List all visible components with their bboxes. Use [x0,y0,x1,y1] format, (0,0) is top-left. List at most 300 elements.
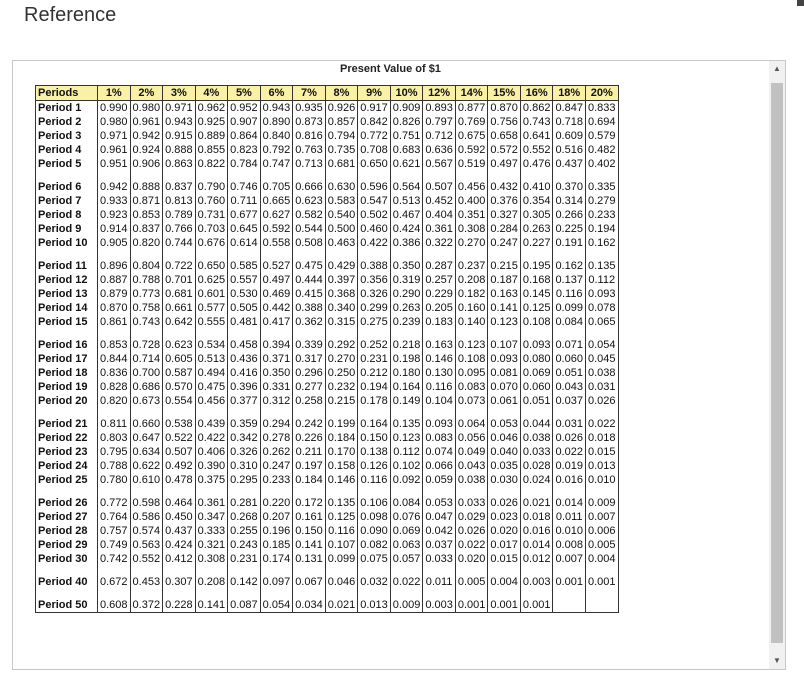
pv-cell: 0.327 [488,208,521,222]
pv-cell: 0.275 [358,315,391,329]
pv-cell: 0.053 [488,417,521,431]
spacer-cell [325,566,358,575]
pv-cell: 0.022 [585,417,618,431]
pv-cell: 0.142 [228,575,261,589]
pv-cell: 0.844 [98,352,131,366]
pv-cell: 0.161 [293,510,326,524]
pv-cell: 0.012 [520,552,553,566]
pv-cell: 0.890 [260,115,293,129]
spacer-cell [423,408,456,417]
pv-cell: 0.266 [553,208,586,222]
pv-cell: 0.862 [520,101,553,116]
pv-cell: 0.368 [325,287,358,301]
pv-cell: 0.008 [553,538,586,552]
pv-cell: 0.650 [358,157,391,171]
pv-cell: 0.047 [423,510,456,524]
table-row [36,208,619,222]
pv-cell: 0.943 [260,101,293,116]
pv-cell: 0.388 [293,301,326,315]
pv-cell: 0.605 [163,352,196,366]
spacer-cell [130,171,163,180]
pv-cell: 0.971 [163,101,196,116]
page-title: Reference [24,4,117,26]
pv-cell: 0.162 [585,236,618,250]
pv-cell: 0.482 [585,143,618,157]
pv-cell: 0.112 [390,445,423,459]
header-rate: 8% [325,86,358,101]
header-rate: 5% [228,86,261,101]
pv-cell: 0.093 [488,352,521,366]
spacer-cell [98,566,131,575]
table-row [36,157,619,171]
pv-cell: 0.112 [585,273,618,287]
pv-cell: 0.351 [455,208,488,222]
group-spacer [36,566,619,575]
pv-cell: 0.011 [423,575,456,589]
pv-cell: 0.015 [488,552,521,566]
pv-cell: 0.951 [98,157,131,171]
spacer-cell [390,589,423,598]
spacer-cell [260,487,293,496]
period-label: Period 28 [36,524,98,538]
pv-cell: 0.007 [553,552,586,566]
pv-cell: 0.811 [98,417,131,431]
table-row [36,380,619,394]
period-label: Period 6 [36,180,98,194]
pv-cell: 0.092 [390,473,423,487]
pv-cell: 0.516 [553,143,586,157]
table-row [36,496,619,510]
scroll-thumb[interactable] [771,83,783,643]
pv-cell: 0.816 [293,129,326,143]
spacer-cell [390,250,423,259]
spacer-cell [585,408,618,417]
pv-cell: 0.439 [195,417,228,431]
pv-cell: 0.507 [163,445,196,459]
pv-cell: 0.279 [585,194,618,208]
pv-cell: 0.074 [423,445,456,459]
pv-cell: 0.140 [455,315,488,329]
pv-cell [585,598,618,613]
pv-cell: 0.099 [553,301,586,315]
table-row [36,259,619,273]
pv-cell: 0.198 [390,352,423,366]
table-row [36,366,619,380]
pv-cell: 0.552 [130,552,163,566]
pv-cell: 0.703 [195,222,228,236]
pv-cell: 0.162 [553,259,586,273]
table-row [36,473,619,487]
pv-cell: 0.582 [293,208,326,222]
spacer-cell [553,408,586,417]
pv-cell: 0.145 [520,287,553,301]
table-row [36,575,619,589]
pv-cell: 0.006 [585,524,618,538]
period-label: Period 23 [36,445,98,459]
pv-cell: 0.478 [163,473,196,487]
pv-cell: 0.013 [585,459,618,473]
pv-cell: 0.794 [325,129,358,143]
spacer-cell [195,566,228,575]
pv-cell: 0.061 [488,394,521,408]
pv-cell: 0.356 [358,273,391,287]
pv-cell: 0.464 [163,496,196,510]
table-row [36,524,619,538]
header-rate: 7% [293,86,326,101]
pv-cell: 0.307 [163,575,196,589]
pv-cell: 0.182 [455,287,488,301]
spacer-cell [260,329,293,338]
pv-cell: 0.909 [390,101,423,116]
spacer-cell [163,589,196,598]
pv-cell: 0.322 [423,236,456,250]
table-row [36,129,619,143]
spacer-cell [98,250,131,259]
pv-cell: 0.820 [130,236,163,250]
spacer-cell [585,171,618,180]
pv-cell: 0.766 [163,222,196,236]
spacer-cell [98,408,131,417]
pv-cell: 0.031 [553,417,586,431]
pv-cell: 0.747 [260,157,293,171]
table-row [36,287,619,301]
pv-cell: 0.170 [325,445,358,459]
pv-cell: 0.712 [423,129,456,143]
pv-cell: 0.069 [520,366,553,380]
pv-cell: 0.312 [260,394,293,408]
scroll-down-icon[interactable]: ▼ [773,656,781,665]
pv-cell: 0.642 [163,315,196,329]
pv-cell: 0.299 [358,301,391,315]
period-label: Period 14 [36,301,98,315]
pv-cell: 0.226 [293,431,326,445]
pv-cell: 0.769 [455,115,488,129]
pv-cell: 0.437 [163,524,196,538]
pv-cell: 0.270 [325,352,358,366]
spacer-cell [293,589,326,598]
period-label: Period 5 [36,157,98,171]
spacer-cell [423,589,456,598]
pv-cell: 0.362 [293,315,326,329]
vertical-scrollbar[interactable] [769,61,785,669]
pv-cell: 0.842 [358,115,391,129]
pv-cell: 0.540 [325,208,358,222]
pv-cell: 0.547 [358,194,391,208]
pv-cell: 0.342 [228,431,261,445]
pv-cell: 0.194 [585,222,618,236]
scroll-up-icon[interactable]: ▲ [773,64,781,73]
table-row [36,552,619,566]
pv-cell: 0.183 [423,315,456,329]
pv-cell: 0.038 [520,431,553,445]
pv-cell: 0.803 [98,431,131,445]
spacer-cell [520,408,553,417]
spacer-cell [488,589,521,598]
pv-cell: 0.001 [488,598,521,613]
pv-cell: 0.033 [520,445,553,459]
pv-cell: 0.208 [195,575,228,589]
pv-cell: 0.321 [195,538,228,552]
spacer-cell [358,487,391,496]
pv-cell: 0.870 [98,301,131,315]
pv-cell: 0.432 [488,180,521,194]
pv-cell: 0.837 [130,222,163,236]
pv-cell: 0.790 [195,180,228,194]
spacer-cell [325,487,358,496]
pv-cell: 0.019 [553,459,586,473]
pv-cell: 0.178 [358,394,391,408]
pv-cell: 0.218 [390,338,423,352]
spacer-cell [98,589,131,598]
pv-cell: 0.896 [98,259,131,273]
pv-cell: 0.530 [228,287,261,301]
pv-cell [553,598,586,613]
table-row [36,101,619,116]
spacer-cell [488,329,521,338]
spacer-cell [585,487,618,496]
pv-cell: 0.108 [520,315,553,329]
header-rate: 9% [358,86,391,101]
pv-cell: 0.469 [260,287,293,301]
period-label: Period 16 [36,338,98,352]
spacer-cell [423,566,456,575]
pv-cell: 0.763 [293,143,326,157]
pv-cell: 0.552 [520,143,553,157]
pv-cell: 0.046 [488,431,521,445]
pv-cell: 0.558 [260,236,293,250]
pv-cell: 0.672 [98,575,131,589]
pv-cell: 0.239 [390,315,423,329]
period-label: Period 7 [36,194,98,208]
pv-cell: 0.131 [293,552,326,566]
header-rate: 4% [195,86,228,101]
pv-cell: 0.592 [455,143,488,157]
pv-cell: 0.037 [423,538,456,552]
pv-cell: 0.277 [293,380,326,394]
pv-cell: 0.220 [260,496,293,510]
pv-cell: 0.907 [228,115,261,129]
pv-cell: 0.450 [163,510,196,524]
pv-cell: 0.361 [423,222,456,236]
spacer-cell [260,566,293,575]
pv-cell: 0.233 [260,473,293,487]
pv-cell: 0.713 [293,157,326,171]
spacer-cell [130,566,163,575]
period-label: Period 11 [36,259,98,273]
spacer-cell [390,408,423,417]
pv-cell: 0.003 [520,575,553,589]
pv-cell: 0.925 [195,115,228,129]
pv-cell: 0.278 [260,431,293,445]
pv-cell: 0.861 [98,315,131,329]
pv-cell: 0.045 [585,352,618,366]
pv-cell: 0.756 [488,115,521,129]
pv-cell: 0.497 [260,273,293,287]
pv-cell: 0.233 [585,208,618,222]
pv-cell: 0.211 [293,445,326,459]
pv-cell: 0.268 [228,510,261,524]
pv-cell: 0.126 [358,459,391,473]
header-periods: Periods [36,86,98,101]
pv-cell: 0.104 [423,394,456,408]
pv-cell: 0.067 [293,575,326,589]
pv-cell: 0.010 [585,473,618,487]
spacer-cell [36,408,98,417]
spacer-cell [423,329,456,338]
pv-cell: 0.853 [98,338,131,352]
pv-cell: 0.208 [455,273,488,287]
table-row [36,194,619,208]
pv-cell: 0.033 [423,552,456,566]
pv-cell: 0.718 [553,115,586,129]
pv-cell: 0.015 [585,445,618,459]
pv-cell: 0.424 [390,222,423,236]
pv-cell: 0.023 [488,510,521,524]
pv-cell: 0.232 [325,380,358,394]
pv-cell: 0.141 [293,538,326,552]
pv-cell: 0.026 [455,524,488,538]
pv-cell: 0.376 [488,194,521,208]
pv-cell: 0.359 [228,417,261,431]
header-rate: 6% [260,86,293,101]
pv-cell: 0.735 [325,143,358,157]
pv-cell: 0.059 [423,473,456,487]
pv-cell: 0.375 [195,473,228,487]
pv-cell: 0.116 [358,473,391,487]
pv-cell: 0.042 [423,524,456,538]
spacer-cell [553,487,586,496]
pv-cell: 0.760 [195,194,228,208]
pv-cell: 0.436 [228,352,261,366]
pv-cell: 0.270 [455,236,488,250]
pv-cell: 0.857 [325,115,358,129]
pv-cell: 0.823 [228,143,261,157]
pv-cell: 0.728 [130,338,163,352]
pv-cell: 0.071 [553,338,586,352]
pv-cell: 0.007 [585,510,618,524]
pv-cell: 0.784 [228,157,261,171]
pv-cell: 0.700 [130,366,163,380]
pv-cell: 0.585 [228,259,261,273]
pv-cell: 0.961 [130,115,163,129]
pv-cell: 0.243 [228,538,261,552]
spacer-cell [228,408,261,417]
group-spacer [36,589,619,598]
pv-cell: 0.054 [585,338,618,352]
table-row [36,180,619,194]
pv-cell: 0.458 [228,338,261,352]
spacer-cell [520,589,553,598]
pv-cell: 0.070 [488,380,521,394]
table-row [36,445,619,459]
pv-cell: 0.429 [325,259,358,273]
pv-cell: 0.229 [423,287,456,301]
pv-cell: 0.456 [195,394,228,408]
spacer-cell [520,566,553,575]
pv-cell: 0.037 [553,394,586,408]
pv-cell: 0.400 [455,194,488,208]
pv-cell: 0.163 [423,338,456,352]
period-label: Period 50 [36,598,98,613]
pv-cell: 0.942 [130,129,163,143]
pv-cell: 0.026 [553,431,586,445]
pv-cell: 0.252 [358,338,391,352]
pv-cell: 0.592 [260,222,293,236]
pv-cell: 0.123 [488,315,521,329]
pv-cell: 0.893 [423,101,456,116]
pv-cell: 0.952 [228,101,261,116]
pv-cell: 0.497 [488,157,521,171]
pv-cell: 0.370 [553,180,586,194]
pv-cell: 0.051 [520,394,553,408]
present-value-table [35,85,619,613]
pv-cell: 0.018 [520,510,553,524]
pv-cell: 0.258 [293,394,326,408]
spacer-cell [325,250,358,259]
period-label: Period 40 [36,575,98,589]
pv-cell: 0.225 [553,222,586,236]
pv-cell: 0.722 [163,259,196,273]
pv-cell: 0.773 [130,287,163,301]
pv-cell: 0.125 [325,510,358,524]
pv-cell: 0.853 [130,208,163,222]
pv-cell: 0.371 [260,352,293,366]
spacer-cell [260,171,293,180]
pv-cell: 0.009 [390,598,423,613]
pv-cell: 0.686 [130,380,163,394]
pv-cell: 0.404 [423,208,456,222]
pv-cell: 0.305 [520,208,553,222]
spacer-cell [98,329,131,338]
pv-cell: 0.082 [358,538,391,552]
pv-cell: 0.087 [228,598,261,613]
pv-cell: 0.164 [390,380,423,394]
pv-cell: 0.971 [98,129,131,143]
pv-cell: 0.772 [98,496,131,510]
pv-cell: 0.158 [325,459,358,473]
pv-cell: 0.627 [260,208,293,222]
pv-cell: 0.476 [520,157,553,171]
pv-cell: 0.390 [195,459,228,473]
pv-cell: 0.054 [260,598,293,613]
pv-cell: 0.837 [163,180,196,194]
spacer-cell [488,171,521,180]
pv-cell: 0.011 [553,510,586,524]
pv-cell: 0.146 [325,473,358,487]
spacer-cell [130,487,163,496]
spacer-cell [325,171,358,180]
pv-cell: 0.231 [358,352,391,366]
pv-cell: 0.889 [195,129,228,143]
pv-cell: 0.527 [260,259,293,273]
pv-cell: 0.180 [390,366,423,380]
pv-cell: 0.705 [260,180,293,194]
pv-cell: 0.914 [98,222,131,236]
pv-cell: 0.570 [163,380,196,394]
pv-cell: 0.572 [488,143,521,157]
pv-cell: 0.032 [358,575,391,589]
spacer-cell [293,329,326,338]
pv-cell: 0.538 [163,417,196,431]
pv-cell: 0.935 [293,101,326,116]
pv-cell: 0.879 [98,287,131,301]
spacer-cell [228,566,261,575]
pv-cell: 0.010 [553,524,586,538]
pv-cell: 0.135 [585,259,618,273]
pv-cell: 0.116 [553,287,586,301]
pv-cell: 0.840 [260,129,293,143]
pv-cell: 0.247 [488,236,521,250]
